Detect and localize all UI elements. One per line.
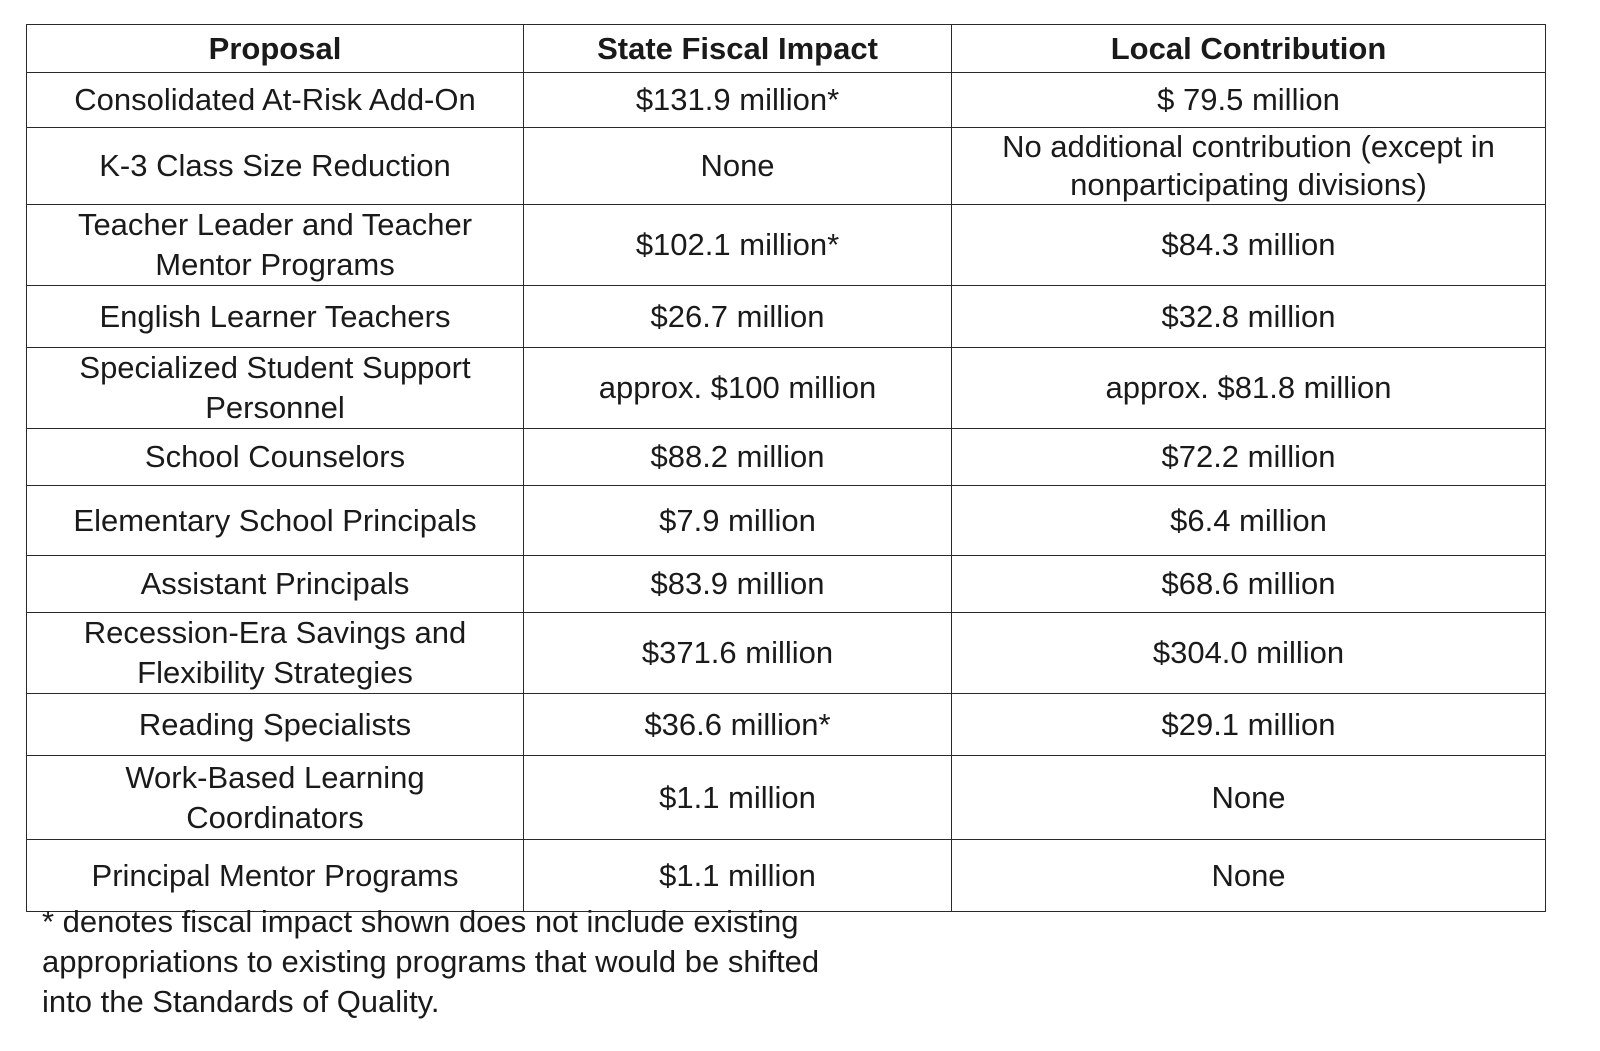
table-row	[27, 840, 1546, 912]
proposal-cell: English Learner Teachers	[27, 286, 524, 348]
proposal-cell: Work-Based Learning Coordinators	[27, 756, 524, 840]
footnote	[42, 902, 942, 1022]
proposal-cell: Recession-Era Savings and Flexibility Strategies	[27, 613, 524, 694]
footnote-line: into the Standards of Quality.	[42, 984, 440, 1019]
state-impact-cell: None	[524, 128, 952, 205]
table-row	[27, 286, 1546, 348]
state-impact-cell: $7.9 million	[524, 486, 952, 556]
fiscal-impact-table-container	[26, 24, 1545, 912]
table-row	[27, 694, 1546, 756]
footnote-line: appropriations to existing programs that would be shifted	[42, 944, 820, 979]
table-row	[27, 756, 1546, 840]
local-contribution-cell: $84.3 million	[952, 205, 1546, 286]
state-impact-cell: $131.9 million*	[524, 73, 952, 128]
proposal-cell: School Counselors	[27, 429, 524, 486]
column-header-local-contribution: Local Contribution	[952, 25, 1546, 73]
table-row	[27, 556, 1546, 613]
proposal-cell: Elementary School Principals	[27, 486, 524, 556]
table-row	[27, 348, 1546, 429]
column-header-state-fiscal-impact: State Fiscal Impact	[524, 25, 952, 73]
table-row	[27, 205, 1546, 286]
local-contribution-cell: $6.4 million	[952, 486, 1546, 556]
state-impact-cell: $1.1 million	[524, 840, 952, 912]
state-impact-cell: $26.7 million	[524, 286, 952, 348]
local-contribution-cell: $29.1 million	[952, 694, 1546, 756]
table-row	[27, 73, 1546, 128]
local-contribution-cell: $ 79.5 million	[952, 73, 1546, 128]
proposal-cell: Consolidated At-Risk Add-On	[27, 73, 524, 128]
proposal-cell: Assistant Principals	[27, 556, 524, 613]
state-impact-cell: $88.2 million	[524, 429, 952, 486]
local-contribution-cell: None	[952, 840, 1546, 912]
table-row	[27, 486, 1546, 556]
local-contribution-cell: $32.8 million	[952, 286, 1546, 348]
local-contribution-cell: None	[952, 756, 1546, 840]
proposal-cell: Reading Specialists	[27, 694, 524, 756]
state-impact-cell: $102.1 million*	[524, 205, 952, 286]
fiscal-impact-table	[26, 24, 1546, 912]
local-contribution-cell: No additional contribution (except in nonparticipating divisions)	[952, 128, 1546, 205]
state-impact-cell: $1.1 million	[524, 756, 952, 840]
local-contribution-cell: $304.0 million	[952, 613, 1546, 694]
local-contribution-cell: approx. $81.8 million	[952, 348, 1546, 429]
proposal-cell: Specialized Student Support Personnel	[27, 348, 524, 429]
footnote-line: * denotes fiscal impact shown does not include existing	[42, 904, 799, 939]
proposal-cell: Teacher Leader and Teacher Mentor Programs	[27, 205, 524, 286]
table-row	[27, 128, 1546, 205]
state-impact-cell: $36.6 million*	[524, 694, 952, 756]
table-header-row	[27, 25, 1546, 73]
proposal-cell: Principal Mentor Programs	[27, 840, 524, 912]
local-contribution-cell: $72.2 million	[952, 429, 1546, 486]
table-row	[27, 429, 1546, 486]
column-header-proposal: Proposal	[27, 25, 524, 73]
state-impact-cell: approx. $100 million	[524, 348, 952, 429]
local-contribution-cell: $68.6 million	[952, 556, 1546, 613]
proposal-cell: K-3 Class Size Reduction	[27, 128, 524, 205]
table-row	[27, 613, 1546, 694]
state-impact-cell: $371.6 million	[524, 613, 952, 694]
state-impact-cell: $83.9 million	[524, 556, 952, 613]
